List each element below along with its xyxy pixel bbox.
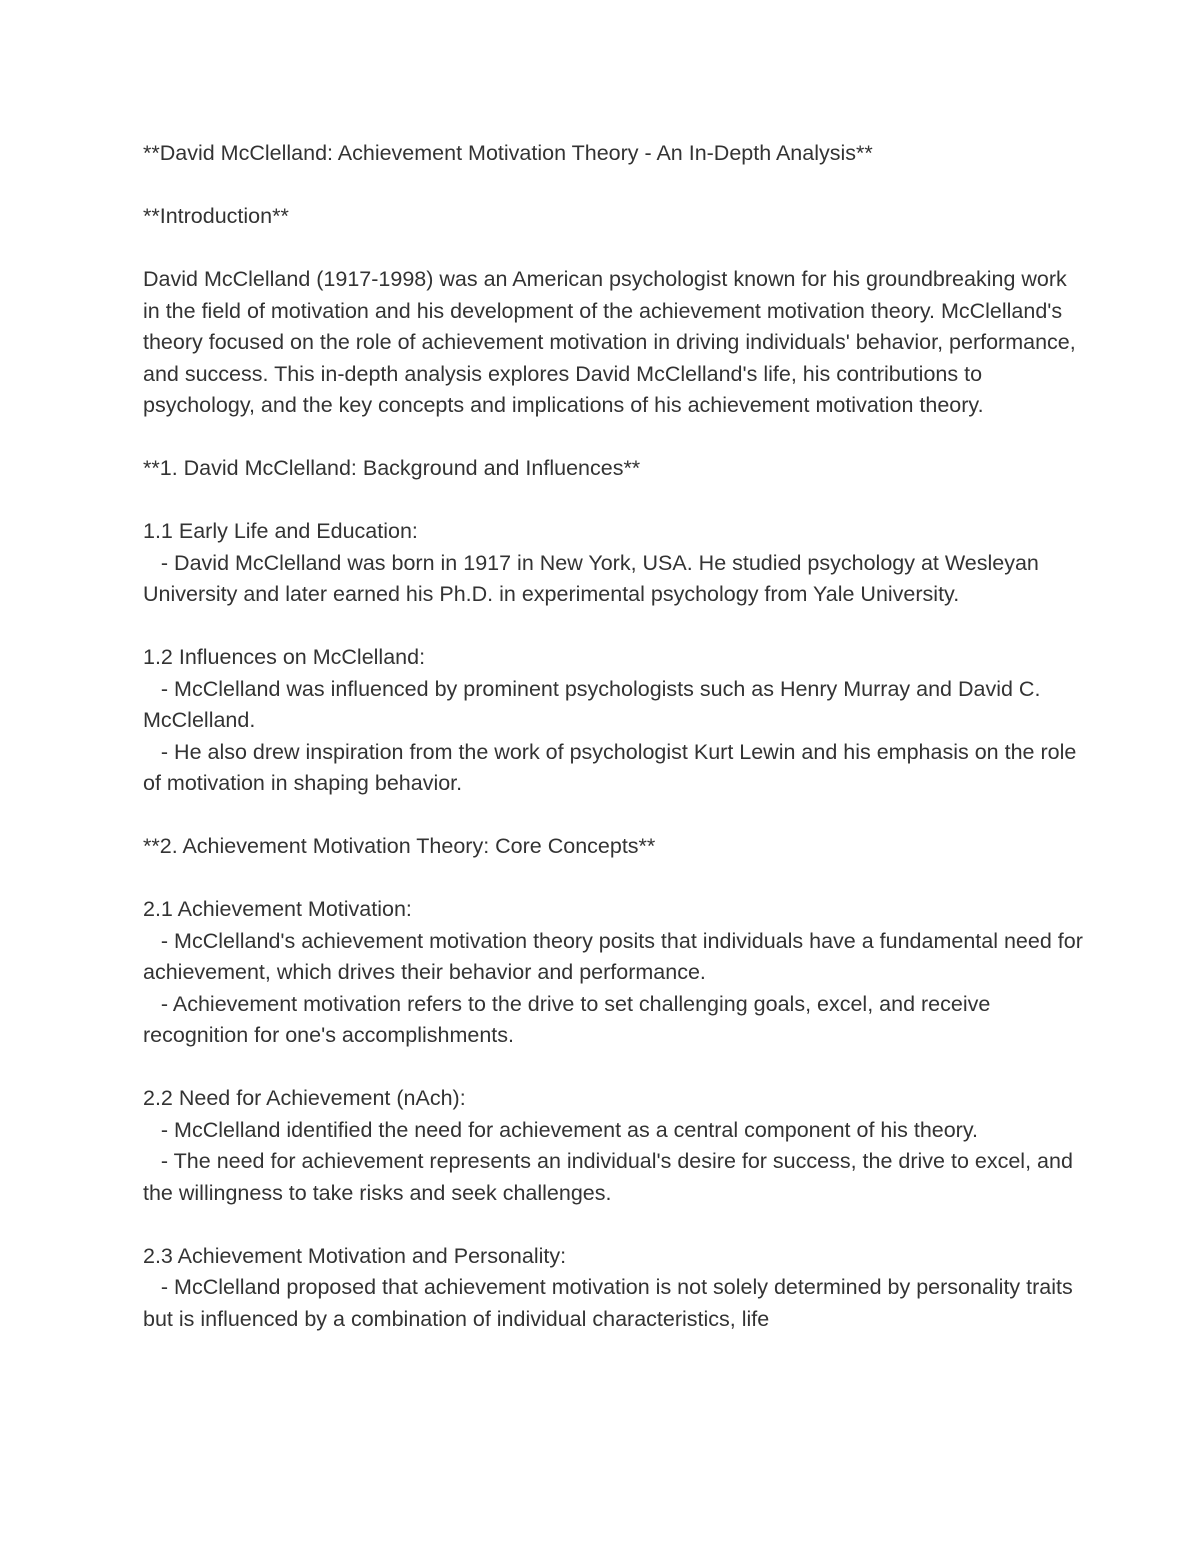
spacer: [143, 485, 1083, 517]
subsection-2-1-heading: 2.1 Achievement Motivation:: [143, 897, 412, 921]
section-1-heading: **1. David McClelland: Background and Influences**: [143, 456, 641, 480]
subsection-2-2-heading: 2.2 Need for Achievement (nAch):: [143, 1086, 466, 1110]
subsection-2-2-bullet: - McClelland identified the need for achievement as a central component of his theory.: [143, 1117, 978, 1142]
spacer: [143, 1209, 1083, 1241]
subsection-2-2-bullet: - The need for achievement represents an individual's desire for success, the drive to excel, and the willingness to take risks and seek challenges.: [143, 1149, 1079, 1205]
spacer: [143, 611, 1083, 643]
subsection-2-1-bullet: - McClelland's achievement motivation theory posits that individuals have a fundamental need for achievement, which drives their behavior and performance.: [143, 928, 1089, 984]
intro-heading: **Introduction**: [143, 204, 289, 228]
subsection-1-1-bullet: - David McClelland was born in 1917 in New York, USA. He studied psychology at Wesleyan University and later earned his Ph.D. in experimental psychology from Yale University.: [143, 550, 1045, 606]
intro-paragraph: David McClelland (1917-1998) was an American psychologist known for his groundbreaking work in the field of motivation and his development of the achievement motivation theory. McClelland's theory focused on the role of achievement motivation in driving individuals' behavior, performance, and success. This in-depth analysis explores David McClelland's life, his contributions to psychology, and the key concepts and implications of his achievement motivation theory.: [143, 267, 1082, 417]
spacer: [143, 800, 1083, 832]
section-2-heading: **2. Achievement Motivation Theory: Core Concepts**: [143, 834, 656, 858]
spacer: [143, 1052, 1083, 1084]
spacer: [143, 170, 1083, 202]
spacer: [143, 863, 1083, 895]
subsection-1-2-bullet: - McClelland was influenced by prominent psychologists such as Henry Murray and David C. McClelland.: [143, 676, 1047, 732]
subsection-2-1-bullet: - Achievement motivation refers to the drive to set challenging goals, excel, and receive recognition for one's accomplishments.: [143, 991, 997, 1047]
document-title: **David McClelland: Achievement Motivation Theory - An In-Depth Analysis**: [143, 141, 873, 165]
subsection-1-2-bullet: - He also drew inspiration from the work of psychologist Kurt Lewin and his emphasis on the role of motivation in shaping behavior.: [143, 739, 1083, 795]
spacer: [143, 233, 1083, 265]
subsection-2-3-bullet: - McClelland proposed that achievement motivation is not solely determined by personality traits but is influenced by a combination of individual characteristics, life: [143, 1275, 1079, 1331]
subsection-1-1-heading: 1.1 Early Life and Education:: [143, 519, 418, 543]
spacer: [143, 422, 1083, 454]
document-page: [143, 138, 1089, 1335]
subsection-1-2-heading: 1.2 Influences on McClelland:: [143, 645, 426, 669]
subsection-2-3-heading: 2.3 Achievement Motivation and Personality:: [143, 1243, 567, 1268]
